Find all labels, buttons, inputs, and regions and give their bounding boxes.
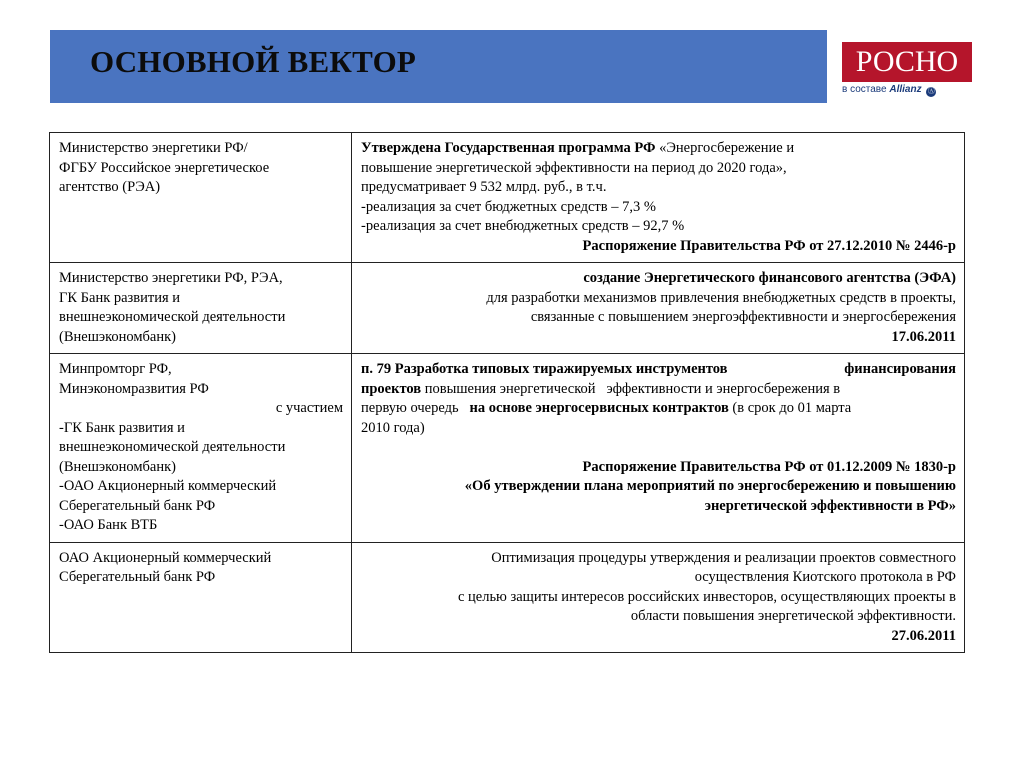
measure-line: с целью защиты интересов российских инвесторов, осуществляющих проекты в [457, 588, 956, 605]
logo-wordmark: РОСНО [842, 42, 972, 82]
organization-cell [50, 542, 352, 653]
measure-cell [352, 542, 965, 653]
measure-cell [352, 133, 965, 263]
title-bar [50, 30, 827, 103]
org-line: Сберегательный банк РФ [59, 497, 216, 514]
org-line: агентство (РЭА) [59, 179, 161, 195]
measure-heading-end: финансирования [844, 361, 956, 377]
org-line: (Внешэкономбанк) [59, 458, 176, 475]
org-line: внешнеэкономической деятельности [59, 309, 286, 325]
measure-line: 2010 года) [361, 419, 425, 436]
measure-line: для разработки механизмов привлечения внебюджетных средств в проекты, [486, 289, 956, 306]
table-row [50, 354, 965, 543]
org-line: -ОАО Акционерный коммерческий [59, 478, 277, 494]
measure-line: создание Энергетического финансового агентства (ЭФА) [583, 270, 956, 286]
page-title: ОСНОВНОЙ ВЕКТОР [90, 44, 417, 79]
measure-emphasis: на основе энергосервисных контрактов [469, 400, 729, 416]
program-title: Утверждена Государственная программа РФ [361, 140, 656, 156]
org-line: -ГК Банк развития и [59, 419, 185, 436]
decree-reference: Распоряжение Правительства РФ от 27.12.2010 № 2446-р [582, 237, 956, 254]
measure-line: -реализация за счет бюджетных средств – 7,3 % [361, 198, 656, 215]
organization-cell [50, 263, 352, 354]
measure-line: предусматривает 9 532 млрд. руб., в т.ч. [361, 179, 607, 195]
measure-date: 27.06.2011 [891, 627, 956, 644]
org-line: Министерство энергетики РФ, РЭА, [59, 270, 283, 286]
org-line: с участием [275, 400, 343, 416]
measures-table [49, 132, 965, 653]
org-line: Сберегательный банк РФ [59, 569, 216, 585]
org-line: Министерство энергетики РФ/ [59, 140, 248, 156]
logo-subline [842, 84, 936, 97]
logo-sub-brand: Allianz [889, 84, 922, 95]
rosno-logo [842, 42, 972, 102]
measure-date: 17.06.2011 [891, 328, 956, 345]
measure-line [361, 139, 956, 159]
measure-line: повышение энергетической эффективности на период до 2020 года», [361, 159, 787, 176]
logo-sub-prefix: в составе [842, 84, 887, 95]
measure-line: -реализация за счет внебюджетных средств – 92,7 % [361, 218, 685, 234]
decree-title: «Об утверждении плана мероприятий по энергосбережению и повышению [464, 478, 956, 494]
measure-heading: п. 79 Разработка типовых тиражируемых инструментов [361, 361, 728, 377]
measure-text: (в срок до 01 марта [728, 400, 852, 416]
organization-cell [50, 133, 352, 263]
measure-cell [352, 354, 965, 543]
org-line: внешнеэкономической деятельности [59, 439, 286, 455]
measure-line: осуществления Киотского протокола в РФ [694, 569, 956, 585]
table-row [50, 133, 965, 263]
org-line: ГК Банк развития и [59, 289, 181, 306]
spacer [361, 438, 956, 458]
measure-line [361, 380, 956, 400]
measure-line [361, 360, 956, 380]
measure-line [361, 399, 956, 419]
decree-title: энергетической эффективности в РФ» [704, 497, 956, 514]
program-name: «Энергосбережение и [655, 140, 795, 156]
org-line: Минэкономразвития РФ [59, 380, 209, 397]
org-line: (Внешэкономбанк) [59, 328, 176, 345]
measure-line: связанные с повышением энергоэффективности и энергосбережения [530, 309, 956, 325]
org-line: ОАО Акционерный коммерческий [59, 549, 272, 566]
table-row [50, 542, 965, 653]
org-line: -ОАО Банк ВТБ [59, 517, 158, 533]
table-row [50, 263, 965, 354]
org-line: Минпромторг РФ, [59, 361, 172, 377]
decree-reference: Распоряжение Правительства РФ от 01.12.2009 № 1830-р [582, 458, 956, 475]
allianz-eagle-icon: Ⓐ [927, 88, 935, 95]
measure-text: первую очередь [361, 400, 470, 416]
measure-line: Оптимизация процедуры утверждения и реализации проектов совместного [491, 549, 956, 566]
measure-text: повышения энергетической эффективности и энергосбережения в [421, 380, 841, 397]
org-line: ФГБУ Российское энергетическое [59, 159, 270, 176]
organization-cell [50, 354, 352, 543]
measure-line: области повышения энергетической эффективности. [630, 608, 956, 624]
measure-cell [352, 263, 965, 354]
measure-heading-cont: проектов [361, 380, 422, 397]
